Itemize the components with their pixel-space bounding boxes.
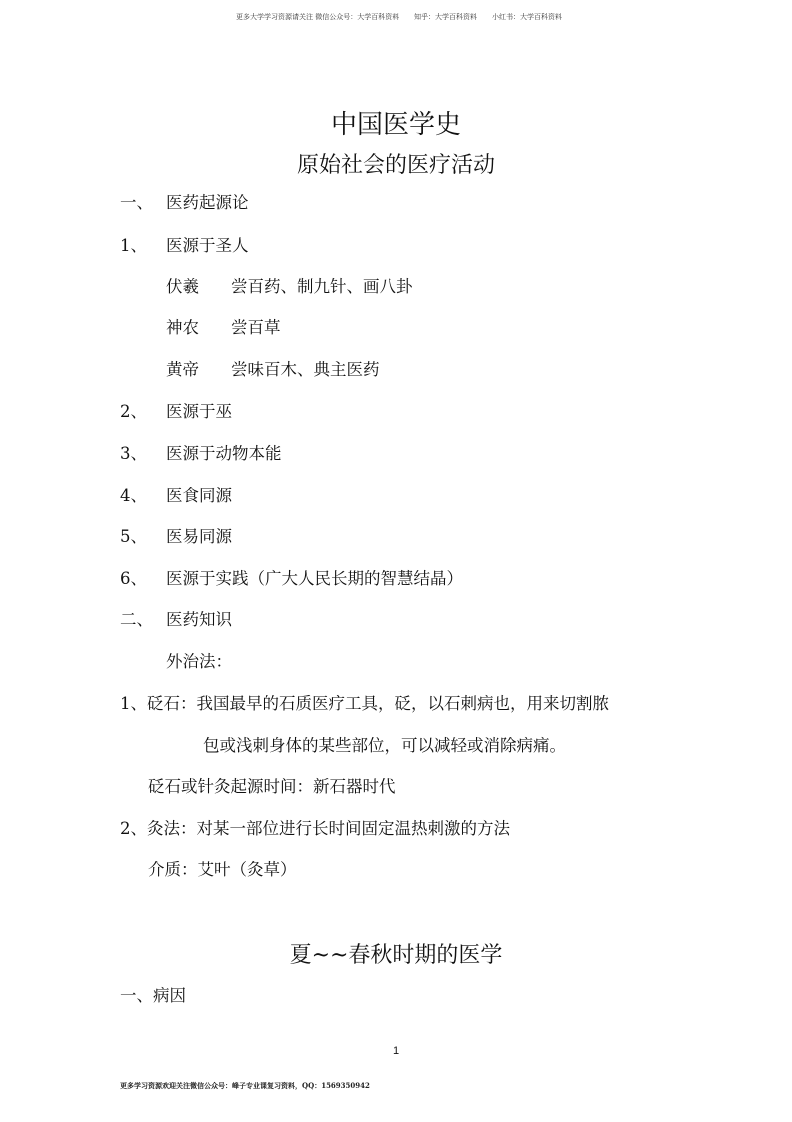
sage-name: 神农	[166, 318, 199, 337]
list-item: 一、病因	[120, 986, 186, 1005]
list-item: 医食同源	[166, 486, 232, 505]
page-number: 1	[392, 1045, 400, 1057]
list-item: 医源于实践（广大人民长期的智慧结晶）	[166, 569, 463, 588]
sage-desc: 尝百药、制九针、画八卦	[231, 277, 413, 296]
subheading: 外治法：	[166, 652, 232, 671]
section-title: 原始社会的医疗活动	[296, 153, 495, 178]
sage-desc: 尝味百木、典主医药	[231, 360, 380, 379]
paragraph-line: 砭石或针灸起源时间：新石器时代	[148, 777, 396, 796]
section-marker: 二、	[120, 610, 153, 629]
footer-note: 更多学习资源欢迎关注微信公众号：峰子专业课复习资料，QQ：1569350942	[120, 1081, 370, 1090]
section-heading: 医药知识	[166, 610, 232, 629]
paragraph-line: 介质：艾叶（灸草）	[148, 860, 297, 879]
list-marker: 5、	[120, 527, 147, 546]
list-marker: 3、	[120, 444, 147, 463]
page-title: 中国医学史	[330, 110, 461, 140]
paragraph-line: 2、灸法：对某一部位进行长时间固定温热刺激的方法	[120, 819, 510, 838]
list-marker: 2、	[120, 402, 147, 421]
list-marker: 4、	[120, 486, 147, 505]
list-item: 医易同源	[166, 527, 232, 546]
header-right: 小红书：大学百科资料	[492, 13, 562, 21]
list-item: 医源于巫	[166, 402, 232, 421]
sage-name: 伏羲	[166, 277, 199, 296]
section-marker: 一、	[120, 193, 153, 212]
header-mid: 知乎：大学百科资料	[414, 13, 477, 21]
sage-desc: 尝百草	[231, 318, 281, 337]
section-heading: 医药起源论	[166, 193, 249, 212]
list-marker: 6、	[120, 569, 147, 588]
list-item: 医源于动物本能	[166, 444, 282, 463]
sage-name: 黄帝	[166, 360, 199, 379]
paragraph-line: 1、砭石：我国最早的石质医疗工具，砭，以石刺病也，用来切割脓	[120, 694, 609, 713]
section-title-2: 夏~~春秋时期的医学	[289, 943, 503, 968]
paragraph-line: 包或浅刺身体的某些部位，可以减轻或消除病痛。	[203, 736, 566, 755]
list-item: 医源于圣人	[166, 236, 249, 255]
list-marker: 1、	[120, 236, 147, 255]
header-left: 更多大学学习资源请关注 微信公众号：大学百科资料	[236, 13, 400, 21]
